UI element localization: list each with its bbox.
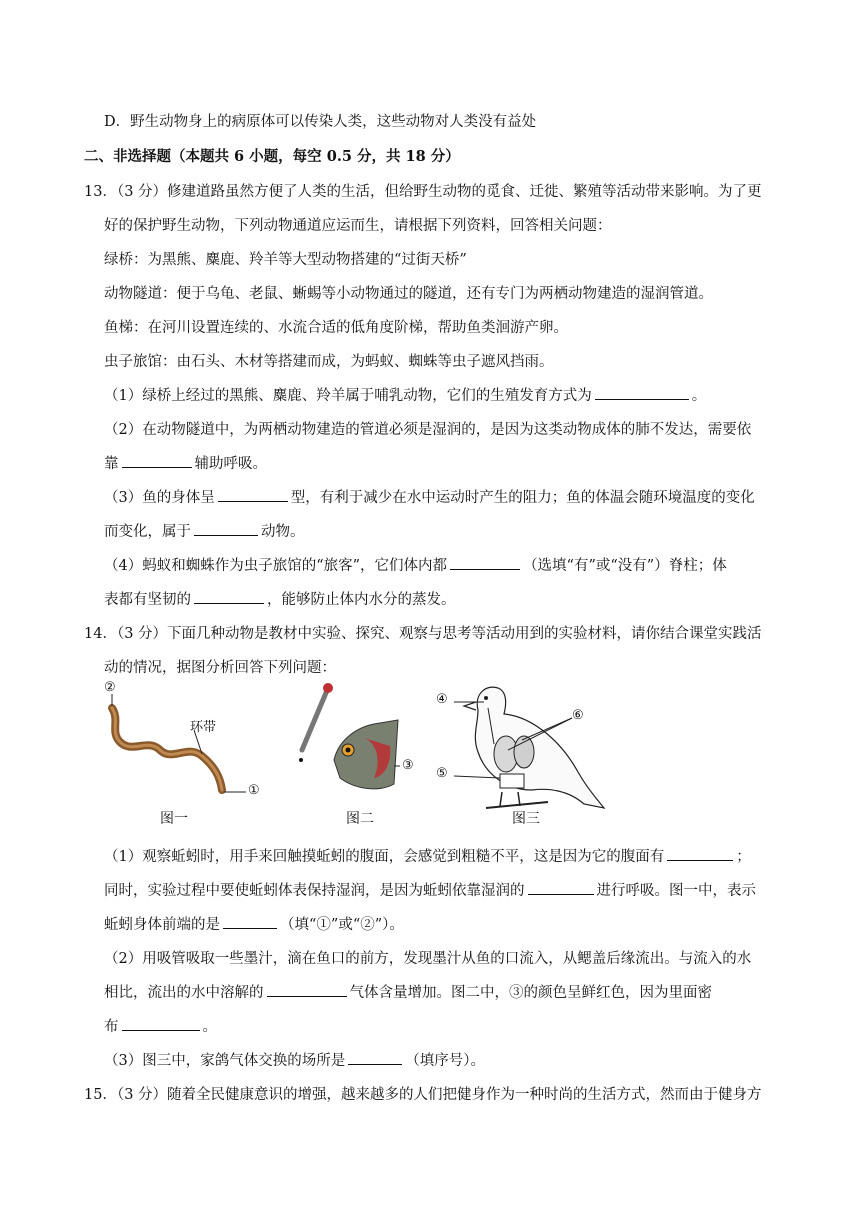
fish-figure <box>294 680 414 810</box>
q12-option-d: D．野生动物身上的病原体可以传染人类，这些动物对人类没有益处 <box>104 114 537 130</box>
q14-sub1-line3 <box>104 913 404 934</box>
label-5: ⑤ <box>436 766 448 781</box>
answer-blank[interactable] <box>267 982 347 997</box>
q14-sub1-text-b: ； <box>736 849 751 865</box>
q13-sub4-text-d: ，能够防止体内水分的蒸发。 <box>267 592 456 608</box>
q14-figures <box>98 680 608 830</box>
q13-sub3-text-b: 型，有利于减少在水中运动时产生的阻力；鱼的体温会随环境温度的变化 <box>290 490 755 506</box>
q13-sub4-line1 <box>104 554 727 575</box>
q13-sub1-end: 。 <box>691 388 707 404</box>
q13-material-fish-ladder: 鱼梯：在河川设置连续的、水流合适的低角度阶梯，帮助鱼类洄游产卵。 <box>104 320 568 336</box>
q13-sub2-text-a: 靠 <box>104 456 119 472</box>
q13-sub3-line2 <box>104 520 305 541</box>
answer-blank[interactable] <box>348 1050 402 1065</box>
fig1-caption: 图一 <box>160 811 188 827</box>
q14-sub2-text-c: 气体含量增加。图二中，③的颜色呈鲜红色，因为里面密 <box>349 985 712 1001</box>
q13-stem-line2: 好的保护野生动物，下列动物通道应运而生，请根据下列资料，回答相关问题： <box>104 218 612 234</box>
q14-sub1-text-d: 进行呼吸。图一中，表示 <box>596 883 756 899</box>
q13-sub4-line2 <box>104 588 456 609</box>
q13-sub2-text-b: 辅助呼吸。 <box>194 456 267 472</box>
q14-sub2-line3 <box>104 1015 217 1036</box>
fig2-caption: 图二 <box>346 811 374 827</box>
q14-sub3 <box>104 1049 485 1070</box>
q13-sub3-text-c: 而变化，属于 <box>104 524 191 540</box>
q13-sub2-line1: （2）在动物隧道中，为两栖动物建造的管道必须是湿润的，是因为这类动物成体的肺不发达，需要依 <box>104 422 752 438</box>
answer-blank[interactable] <box>450 555 520 570</box>
q13-sub4-text-c: 表都有坚韧的 <box>104 592 191 608</box>
q13-material-tunnel: 动物隧道：便于乌龟、老鼠、蜥蜴等小动物通过的隧道，还有专门为两栖动物建造的湿润管道。 <box>104 286 713 302</box>
q14-sub1-text-e: 蚯蚓身体前端的是 <box>104 917 220 933</box>
answer-blank[interactable] <box>218 487 288 502</box>
answer-blank[interactable] <box>194 589 264 604</box>
q13-sub3-line1 <box>104 486 755 507</box>
q14-sub2-line1: （2）用吸管吸取一些墨汁，滴在鱼口的前方，发现墨汁从鱼的口流入，从鳃盖后缘流出。与流入的水 <box>104 951 752 967</box>
q14-sub3-text-b: （填序号）。 <box>405 1053 485 1069</box>
q13-sub1 <box>104 384 706 405</box>
q14-sub2-line2 <box>104 981 712 1002</box>
label-3: ③ <box>402 758 414 773</box>
q13-sub1-text: （1）绿桥上经过的黑熊、麋鹿、羚羊属于哺乳动物，它们的生殖发育方式为 <box>104 388 592 404</box>
section-heading: 二、非选择题（本题共 6 小题，每空 0.5 分，共 18 分） <box>84 148 460 165</box>
q14-sub2-text-d: 布 <box>104 1019 119 1035</box>
answer-blank[interactable] <box>122 1016 200 1031</box>
q13-sub2-line2 <box>104 452 267 473</box>
q13-sub3-text-a: （3）鱼的身体呈 <box>104 490 215 506</box>
q15-stem-line1: 15．（3 分）随着全民健康意识的增强，越来越多的人们把健身作为一种时尚的生活方式，然而由于健身方 <box>84 1087 762 1103</box>
answer-blank[interactable] <box>667 846 733 861</box>
q14-sub2-text-b: 相比，流出的水中溶解的 <box>104 985 264 1001</box>
answer-blank[interactable] <box>194 521 258 536</box>
label-4: ④ <box>436 692 448 707</box>
q14-stem-line1: 14．（3 分）下面几种动物是教材中实验、探究、观察与思考等活动用到的实验材料，请你结合课堂实践活 <box>84 626 762 642</box>
q13-material-insect-hotel: 虫子旅馆：由石头、木材等搭建而成，为蚂蚁、蜘蛛等虫子遮风挡雨。 <box>104 354 554 370</box>
answer-blank[interactable] <box>595 385 689 400</box>
q14-sub2-text-e: 。 <box>202 1019 217 1035</box>
q14-sub1-text-f: （填“①”或“②”）。 <box>280 917 404 933</box>
q14-sub1-text-c: 同时，实验过程中要使蚯蚓体表保持湿润，是因为蚯蚓依靠湿润的 <box>104 883 525 899</box>
q13-material-green-bridge: 绿桥：为黑熊、麋鹿、羚羊等大型动物搭建的“过街天桥” <box>104 252 467 268</box>
pigeon-figure <box>438 680 608 812</box>
q14-sub3-text-a: （3）图三中，家鸽气体交换的场所是 <box>104 1053 346 1069</box>
q14-sub1-text-a: （1）观察蚯蚓时，用手来回触摸蚯蚓的腹面，会感觉到粗糙不平，这是因为它的腹面有 <box>104 849 665 865</box>
label-6: ⑥ <box>572 708 584 723</box>
label-1: ① <box>248 783 260 798</box>
q13-sub4-text-b: （选填“有”或“没有”）脊柱；体 <box>523 558 727 574</box>
answer-blank[interactable] <box>528 880 594 895</box>
fig3-caption: 图三 <box>512 811 540 827</box>
q13-sub3-text-d: 动物。 <box>261 524 305 540</box>
label-2: ② <box>104 680 116 695</box>
q14-stem-line2: 动的情况，据图分析回答下列问题： <box>104 660 336 676</box>
q13-sub4-text-a: （4）蚂蚁和蜘蛛作为虫子旅馆的“旅客”，它们体内都 <box>104 558 448 574</box>
answer-blank[interactable] <box>223 914 277 929</box>
q14-sub1-line2 <box>104 879 756 900</box>
q13-stem-line1: 13．（3 分）修建道路虽然方便了人类的生活，但给野生动物的觅食、迁徙、繁殖等活动带来影响。为了更 <box>84 184 762 200</box>
label-clitellum: 环带 <box>190 720 217 735</box>
answer-blank[interactable] <box>122 453 192 468</box>
q14-sub1-line1 <box>104 845 751 866</box>
earthworm-figure <box>98 680 268 810</box>
